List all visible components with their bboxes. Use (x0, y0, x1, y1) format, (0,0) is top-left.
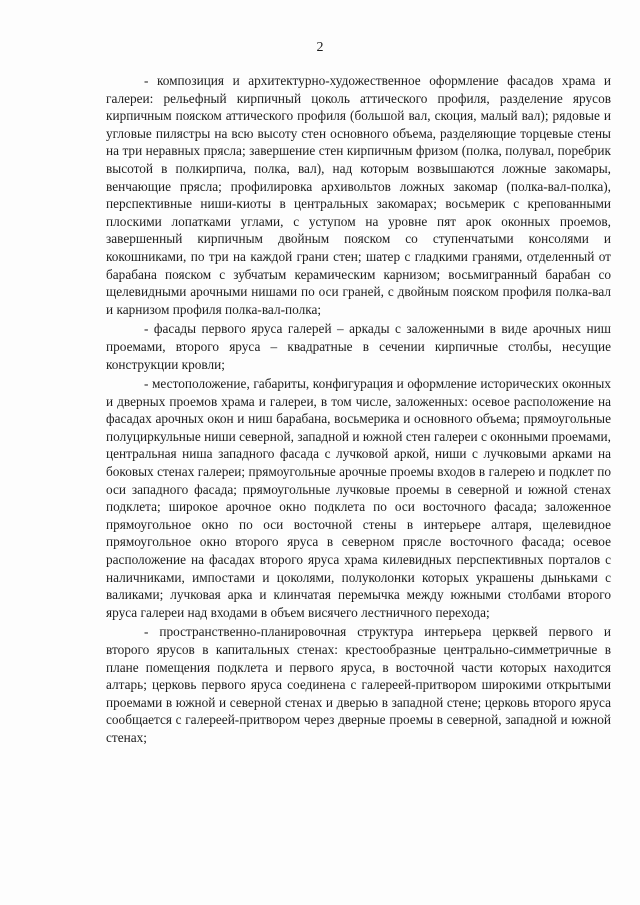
paragraph-gallery-facades: - фасады первого яруса галерей – аркады с заложенными в виде арочных ниш проемами, второго яруса – квадратные в сечении кирпичные столбы, несущие конструкции кровли; (106, 321, 611, 372)
document-body (106, 72, 611, 747)
paragraph-interior-structure: - пространственно-планировочная структура интерьера церквей первого и второго ярусов в капитальных стенах: крестообразные центрально-симметричные в плане помещения подклета и первого яруса, в восточной части которых находится алтарь; церковь первого яруса соединена с галереей-притвором широкими открытыми проемами в южной и северной стенах и дверью в западной стене; церковь второго яруса сообщается с галереей-притвором через дверные проемы в северной, западной и южной стенах; (106, 624, 611, 745)
paragraph-facade-composition: - композиция и архитектурно-художественное оформление фасадов храма и галереи: рельефный кирпичный цоколь аттического профиля, разделение ярусов кирпичным пояском аттического профиля (большой вал, скоция, малый вал); рядовые и угловые пилястры на всю высоту стен основного объема, разделяющие торцевые стены на три неравных прясла; завершение стен кирпичным фризом (полка, полувал, поребрик высотой в полкирпича, полка, вал), над которым возвышаются ложные закомары, венчающие прясла; профилировка архивольтов ложных закомар (полка-вал-полка), перспективные ниши-киоты в центральных закомарах; восьмерик с крепованными плоскими лопатками углами, с уступом на уровне пят арок оконных проемов, завершенный кирпичным двойным пояском со ступенчатыми консолями и кокошниками, по три на каждой грани стен; шатер с гладкими гранями, отделенный от барабана пояском с зубчатым керамическим карнизом; восьмигранный барабан со щелевидными арочными нишами по оси граней, с двойным пояском профиля полка-вал и карнизом профиля полка-вал-полка; (106, 73, 611, 317)
paragraph-openings: - местоположение, габариты, конфигурация и оформление исторических оконных и дверных проемов храма и галереи, в том числе, заложенных: осевое расположение на фасадах арочных окон и ниш барабана, восьмерика и основного объема; прямоугольные полуциркульные ниши северной, западной и южной стен галереи с оконными проемами, центральная ниша западного фасада с лучковой аркой, ниши с лучковыми арками на боковых стенах галереи; прямоугольные арочные проемы входов в галерею и подклет по оси западного фасада; прямоугольные лучковые проемы в северной и южной стенах подклета; широкое арочное окно подклета по оси восточного фасада; заложенное прямоугольное окно по оси восточной стены в интерьере алтаря, щелевидное прямоугольное окно второго яруса в северном прясле восточного фасада; осевое расположение на фасадах второго яруса храма килевидных перспективных порталов с наличниками, импостами и цоколями, полуколонки которых украшены дыньками с валиками; лучковая арка и клинчатая перемычка между южными столбами второго яруса галереи над входами в объем висячего лестничного перехода; (106, 376, 611, 620)
page-number: 2 (316, 40, 324, 55)
